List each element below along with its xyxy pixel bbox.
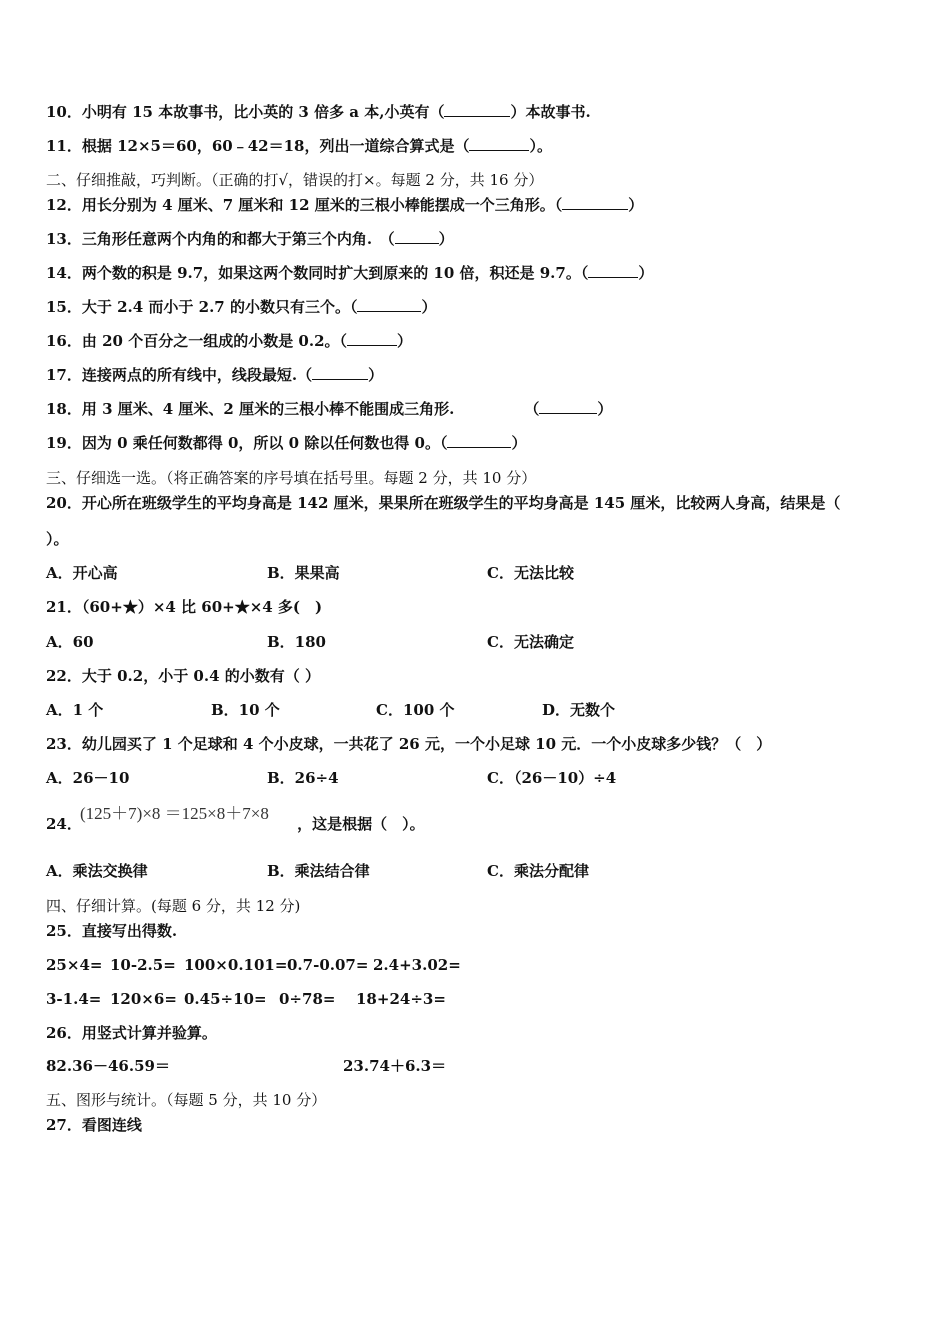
question-19: 19．因为 0 乘任何数都得 0，所以 0 除以任何数也得 0。（ ） [46,434,527,452]
option-a[interactable]: A．乘法交换律 [46,862,148,880]
question-14: 14．两个数的积是 9.7，如果这两个数同时扩大到原来的 10 倍，积还是 9.7。（ ） [46,264,654,282]
answer-blank[interactable] [447,433,511,448]
section-4-heading: 四、仔细计算。(每题 6 分，共 12 分) [46,897,301,915]
option-c[interactable]: C．无法确定 [487,633,574,651]
question-21: 21．（60+★）×4 比 60+★×4 多( ) [46,598,323,616]
question-11: 11．根据 12×5＝60，60﹣42＝18，列出一道综合算式是（ ）。 [46,137,552,155]
question-16: 16．由 20 个百分之一组成的小数是 0.2。（ ） [46,332,413,350]
formula-image: (125＋7)×8 ＝125×8＋7×8 [80,804,269,823]
vertical-calc-item: 82.36－46.59＝ [46,1057,170,1075]
option-c[interactable]: C．（26－10）÷4 [487,769,617,787]
option-a[interactable]: A．开心高 [46,564,118,582]
calc-item: 2.4+3.02= [373,956,461,974]
answer-blank[interactable] [539,399,597,414]
answer-blank[interactable] [312,365,368,380]
answer-blank[interactable] [562,195,628,210]
option-b[interactable]: B．180 [267,633,326,651]
calc-item: 18+24÷3= [356,990,446,1008]
vertical-calc-item: 23.74＋6.3＝ [343,1057,447,1075]
option-a[interactable]: A．60 [46,633,94,651]
answer-blank[interactable] [357,297,421,312]
question-18: 18．用 3 厘米、4 厘米、2 厘米的三根小棒不能围成三角形. （ ） [46,400,613,418]
section-2-heading: 二、仔细推敲，巧判断。（正确的打√，错误的打×。每题 2 分，共 16 分） [46,171,544,189]
option-b[interactable]: B．果果高 [267,564,340,582]
calc-item: 10-2.5= [110,956,176,974]
option-a[interactable]: A．1 个 [46,701,104,719]
calc-item: 3-1.4= [46,990,102,1008]
option-b[interactable]: B．10 个 [211,701,280,719]
option-c[interactable]: C．无法比较 [487,564,574,582]
calc-item: 0÷78= [279,990,336,1008]
calc-item: 0.45÷10= [184,990,267,1008]
answer-blank[interactable] [469,136,529,151]
calc-item: 100×0.101= [184,956,288,974]
question-20-cont: ）。 [46,530,69,548]
answer-blank[interactable] [444,102,510,117]
option-c[interactable]: C．乘法分配律 [487,862,589,880]
calc-item: 25×4= [46,956,103,974]
option-d[interactable]: D．无数个 [542,701,616,719]
option-c[interactable]: C．100 个 [376,701,455,719]
question-27: 27．看图连线 [46,1116,142,1134]
calc-item: 120×6= [110,990,177,1008]
answer-blank[interactable] [395,229,439,244]
question-25: 25．直接写出得数. [46,922,178,940]
option-a[interactable]: A．26－10 [46,769,130,787]
question-12: 12．用长分别为 4 厘米、7 厘米和 12 厘米的三根小棒能摆成一个三角形。（ ） [46,196,644,214]
answer-blank[interactable] [588,263,638,278]
option-b[interactable]: B．乘法结合律 [267,862,370,880]
section-3-heading: 三、仔细选一选。（将正确答案的序号填在括号里。每题 2 分，共 10 分） [46,469,537,487]
question-26: 26．用竖式计算并验算。 [46,1024,217,1042]
question-15: 15．大于 2.4 而小于 2.7 的小数只有三个。（ ） [46,298,437,316]
question-22: 22．大于 0.2，小于 0.4 的小数有（ ） [46,667,320,685]
question-17: 17．连接两点的所有线中，线段最短.（ ） [46,366,384,384]
answer-blank[interactable] [347,331,397,346]
question-23: 23．幼儿园买了 1 个足球和 4 个小皮球，一共花了 26 元，一个小足球 10 元．一个小皮球多少钱？（ ） [46,735,772,753]
calc-item: 0.7-0.07= [287,956,369,974]
question-24: 24． (125＋7)×8 ＝125×8＋7×8 ，这是根据（ ）。 [46,804,425,833]
question-13: 13．三角形任意两个内角的和都大于第三个内角. （ ） [46,230,454,248]
question-10: 10．小明有 15 本故事书，比小英的 3 倍多 a 本,小英有（ ）本故事书. [46,103,591,121]
section-5-heading: 五、图形与统计。（每题 5 分，共 10 分） [46,1091,327,1109]
option-b[interactable]: B．26÷4 [267,769,339,787]
question-20: 20．开心所在班级学生的平均身高是 142 厘米，果果所在班级学生的平均身高是 145 厘米，比较两人身高，结果是（ [46,494,841,512]
